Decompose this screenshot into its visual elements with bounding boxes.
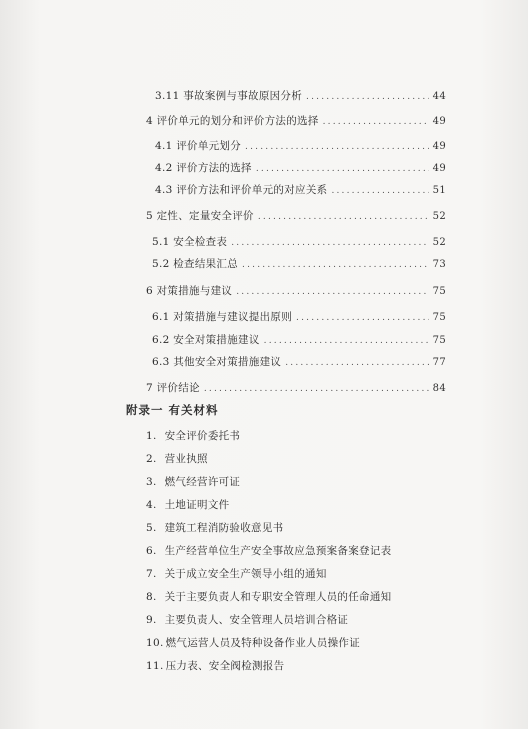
appendix-item: [146, 612, 348, 627]
toc-entry-page: 51: [432, 185, 446, 196]
toc-entry-label: 3.11 事故案例与事故原因分析: [155, 90, 303, 102]
toc-leader-dots: [264, 336, 429, 346]
toc-entry: [155, 88, 446, 103]
toc-leader-dots: [242, 260, 429, 270]
toc-entry-label: 5.2 检查结果汇总: [152, 258, 239, 270]
appendix-item: [146, 589, 391, 604]
appendix-item-number: 3.: [146, 476, 157, 488]
toc-entry-label: 5 定性、定量安全评价: [146, 210, 254, 222]
appendix-item: [146, 428, 240, 443]
toc-entry-label: 6.3 其他安全对策措施建议: [152, 356, 282, 368]
appendix-item-text: 安全评价委托书: [164, 430, 241, 442]
toc-entry-page: 49: [432, 163, 446, 174]
toc-entry: [146, 380, 446, 395]
toc-entry-label: 6.1 对策措施与建议提出原则: [152, 311, 293, 323]
toc-entry: [152, 354, 446, 369]
appendix-item: [146, 566, 327, 581]
toc-entry: [152, 256, 446, 271]
toc-leader-dots: [236, 287, 428, 297]
toc-entry-label: 7 评价结论: [146, 382, 200, 394]
toc-entry: [146, 208, 446, 223]
toc-entry-page: 52: [432, 237, 446, 248]
appendix-item-number: 11.: [146, 660, 164, 672]
appendix-item: [146, 543, 391, 558]
toc-entry-label: 4.2 评价方法的选择: [155, 162, 252, 174]
toc-entry-page: 49: [432, 141, 446, 152]
toc-entry: [155, 138, 446, 153]
toc-entry-label: 6 对策措施与建议: [146, 285, 233, 297]
appendix-item-number: 6.: [146, 545, 157, 557]
appendix-item-text: 土地证明文件: [164, 499, 230, 511]
toc-entry-page: 44: [432, 91, 446, 102]
appendix-item: [146, 520, 283, 535]
appendix-item: [146, 451, 208, 466]
appendix-item-text: 燃气经营许可证: [164, 476, 241, 488]
appendix-item-text: 建筑工程消防验收意见书: [164, 522, 284, 534]
appendix-item-number: 9.: [146, 614, 157, 626]
appendix-item-text: 生产经营单位生产安全事故应急预案备案登记表: [164, 545, 392, 557]
toc-leader-dots: [306, 92, 429, 102]
toc-entry-page: 73: [432, 259, 446, 270]
appendix-item-number: 8.: [146, 591, 157, 603]
toc-entry: [152, 332, 446, 347]
toc-leader-dots: [331, 186, 428, 196]
toc-entry-page: 49: [432, 116, 446, 127]
appendix-item-number: 2.: [146, 453, 157, 465]
toc-entry-label: 5.1 安全检查表: [152, 236, 228, 248]
toc-leader-dots: [323, 117, 429, 127]
appendix-item-number: 4.: [146, 499, 157, 511]
appendix-item-number: 1.: [146, 430, 157, 442]
toc-entry-page: 75: [432, 312, 446, 323]
toc-entry-page: 77: [432, 357, 446, 368]
toc-entry: [146, 283, 446, 298]
appendix-item-text: 关于成立安全生产领导小组的通知: [164, 568, 327, 580]
toc-entry-page: 84: [432, 383, 446, 394]
appendix-item-number: 5.: [146, 522, 157, 534]
appendix-item-text: 压力表、安全阀检测报告: [165, 660, 285, 672]
toc-entry-page: 75: [432, 286, 446, 297]
toc-entry-page: 52: [432, 211, 446, 222]
toc-leader-dots: [204, 384, 429, 394]
toc-entry-label: 4.3 评价方法和评价单元的对应关系: [155, 184, 328, 196]
appendix-item: [146, 474, 240, 489]
toc-entry: [146, 113, 446, 128]
toc-entry-label: 4 评价单元的划分和评价方法的选择: [146, 115, 319, 127]
appendix-item-text: 关于主要负责人和专职安全管理人员的任命通知: [164, 591, 392, 603]
toc-leader-dots: [256, 164, 429, 174]
appendix-item-text: 主要负责人、安全管理人员培训合格证: [164, 614, 349, 626]
appendix-title: 附录一 有关材料: [126, 403, 219, 417]
appendix-item: [146, 658, 284, 673]
toc-entry: [152, 309, 446, 324]
appendix-item-text: 燃气运营人员及特种设备作业人员操作证: [165, 637, 361, 649]
appendix-item-number: 7.: [146, 568, 157, 580]
toc-entry-label: 4.1 评价单元划分: [155, 140, 242, 152]
toc-entry: [152, 234, 446, 249]
toc-entry-label: 6.2 安全对策措施建议: [152, 334, 260, 346]
toc-leader-dots: [245, 142, 429, 152]
toc-entry: [155, 160, 446, 175]
appendix-item-text: 营业执照: [164, 453, 208, 465]
toc-leader-dots: [258, 212, 429, 222]
toc-entry: [155, 182, 446, 197]
toc-leader-dots: [296, 313, 429, 323]
appendix-item: [146, 497, 229, 512]
toc-entry-page: 75: [432, 335, 446, 346]
toc-leader-dots: [285, 358, 428, 368]
toc-leader-dots: [231, 238, 428, 248]
appendix-item: [146, 635, 360, 650]
appendix-item-number: 10.: [146, 637, 164, 649]
